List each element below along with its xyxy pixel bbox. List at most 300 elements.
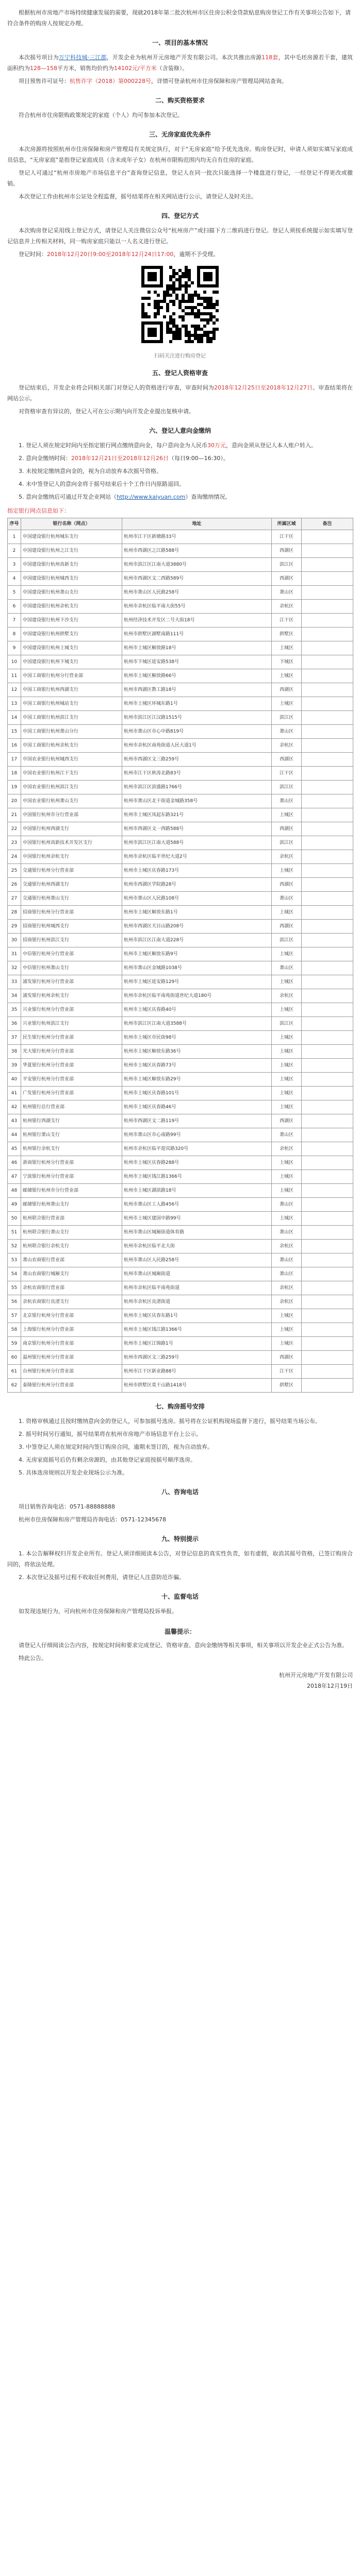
- table-cell: 上城区: [272, 1156, 302, 1170]
- table-cell: [302, 1017, 353, 1031]
- table-cell: 杭州市余杭区临平南大街55号: [122, 600, 272, 614]
- section3-paragraph2: 登记人可通过“杭州市房地产市场信息平台”查询登记信息，登记人在同一批次只能选择一个楼盘进行登记，一经登记不得更改或撤销。: [7, 170, 353, 187]
- table-cell: 拱墅区: [272, 628, 302, 641]
- table-row: [8, 725, 353, 739]
- table-cell: 中国银行杭州高新技术开发区支行: [21, 836, 122, 850]
- table-cell: 杭州市萧山区市心中路819号: [122, 725, 272, 739]
- table-cell: 江干区: [272, 1365, 302, 1379]
- table-cell: 26: [8, 878, 21, 892]
- license-number: 杭售许字（2018）第000228号: [70, 78, 151, 84]
- table-row: [8, 1337, 353, 1351]
- table-cell: 滨江区: [272, 934, 302, 947]
- section6-paragraph2: 2. 意向金缴纳时间：2018年12月21日至2018年12月26日（每日9:00—16:30）。: [19, 455, 229, 462]
- table-row: [8, 1184, 353, 1198]
- table-cell: 杭州市江干区新业路88号: [122, 1365, 272, 1379]
- table-cell: [302, 767, 353, 781]
- table-cell: 邮储银行杭州萧山支行: [21, 1198, 122, 1212]
- table-cell: [302, 1003, 353, 1017]
- table-cell: 南京银行杭州分行营业部: [21, 1337, 122, 1351]
- table-cell: 杭州市余杭区临平迎宾路320号: [122, 1142, 272, 1156]
- table-cell: [302, 1156, 353, 1170]
- section2-title: 二、购买资格要求: [155, 97, 205, 104]
- table-row: [8, 1128, 353, 1142]
- table-cell: 杭州市上城区钱江路1366号: [122, 1170, 272, 1184]
- table-cell: 杭州市西湖区教工路18号: [122, 683, 272, 697]
- table-cell: 杭州市江干区秋涛北路83号: [122, 767, 272, 781]
- table-cell: 萧山区: [272, 725, 302, 739]
- bureau-phone[interactable]: 0571-12345678: [121, 1516, 166, 1523]
- table-row: [8, 934, 353, 947]
- table-cell: 60: [8, 1351, 21, 1365]
- qr-caption: 扫码关注进行购房登记: [154, 353, 206, 359]
- table-cell: 萧山农商银行城厢支行: [21, 1267, 122, 1281]
- table-cell: 萧山农商银行营业部: [21, 1253, 122, 1267]
- table-cell: 华夏银行杭州分行营业部: [21, 1059, 122, 1073]
- table-cell: [302, 989, 353, 1003]
- table-cell: 招商银行杭州滨江支行: [21, 934, 122, 947]
- table-cell: 44: [8, 1128, 21, 1142]
- table-cell: 杭州市余杭区南苑街道人民大道1号: [122, 739, 272, 753]
- section2-paragraph: 符合杭州市住房限购政策规定的家庭（个人）均可参加本次登记。: [19, 112, 183, 118]
- table-cell: 29: [8, 920, 21, 934]
- table-cell: 中国建设银行杭州萧山支行: [21, 586, 122, 600]
- table-cell: 上城区: [272, 1212, 302, 1226]
- table-row: [8, 1142, 353, 1156]
- table-row: [8, 961, 353, 975]
- deposit-time: 2018年12月21日至2018年12月26日: [71, 455, 169, 462]
- table-row: [8, 1240, 353, 1253]
- table-row: [8, 947, 353, 961]
- table-cell: 17: [8, 753, 21, 767]
- section9-title: 九、特别提示: [161, 1535, 199, 1543]
- bank-table-caption: 指定银行网点信息如下：: [7, 507, 70, 514]
- table-cell: 中国建设银行杭州城东支行: [21, 530, 122, 544]
- remark-paragraph2: 特此公告。: [19, 1655, 47, 1662]
- table-cell: 中信银行杭州分行营业部: [21, 947, 122, 961]
- table-cell: [302, 739, 353, 753]
- table-row: [8, 628, 353, 641]
- table-row: [8, 558, 353, 572]
- table-cell: 杭州市西湖区文一西路588号: [122, 822, 272, 836]
- table-cell: [302, 586, 353, 600]
- table-cell: [302, 1100, 353, 1114]
- table-row: [8, 1365, 353, 1379]
- table-cell: 上城区: [272, 697, 302, 711]
- table-cell: 1: [8, 530, 21, 544]
- table-cell: 滨江区: [272, 836, 302, 850]
- table-cell: 萧山区: [272, 1128, 302, 1142]
- registration-time: 2018年12月20日9:00至2018年12月24日17:00: [47, 251, 174, 258]
- table-cell: 杭州市上城区建国中路99号: [122, 1212, 272, 1226]
- table-cell: 交通银行杭州分行营业部: [21, 864, 122, 878]
- table-row: [8, 739, 353, 753]
- table-row: [8, 864, 353, 878]
- table-cell: 中国建设银行杭州余杭支行: [21, 600, 122, 614]
- table-row: [8, 1031, 353, 1045]
- table-cell: 28: [8, 906, 21, 920]
- table-cell: 杭州银行余杭支行: [21, 1142, 122, 1156]
- table-cell: 上城区: [272, 1309, 302, 1323]
- table-cell: 余杭区: [272, 739, 302, 753]
- table-cell: 中国建设银行杭州高新支行: [21, 558, 122, 572]
- section9-paragraph2: 2. 本次登记及摇号过程不收取任何费用，请登记人注意防范诈骗。: [19, 1574, 185, 1581]
- table-cell: [302, 1059, 353, 1073]
- table-cell: 杭州市萧山区人民路258号: [122, 586, 272, 600]
- table-row: [8, 1379, 353, 1393]
- table-cell: 50: [8, 1212, 21, 1226]
- price-value: 14102元/平方米: [114, 65, 157, 72]
- table-cell: 中国工商银行杭州西湖支行: [21, 683, 122, 697]
- table-row: [8, 572, 353, 586]
- table-row: [8, 1100, 353, 1114]
- table-header-cell: 地址: [122, 518, 272, 530]
- table-cell: 温州银行杭州分行营业部: [21, 1351, 122, 1365]
- table-cell: 中国农业银行杭州江干支行: [21, 767, 122, 781]
- table-cell: [302, 544, 353, 558]
- qr-code[interactable]: [7, 266, 353, 345]
- table-cell: [302, 1253, 353, 1267]
- table-cell: 上城区: [272, 669, 302, 683]
- table-row: [8, 781, 353, 794]
- table-cell: 杭州市上城区环城东路1号: [122, 697, 272, 711]
- table-cell: [302, 892, 353, 906]
- table-cell: 61: [8, 1365, 21, 1379]
- table-cell: 4: [8, 572, 21, 586]
- table-cell: [302, 947, 353, 961]
- section7-paragraph5: 5. 具体选房规则以开发企业现场公示为准。: [19, 1469, 128, 1476]
- table-cell: [302, 697, 353, 711]
- table-row: [8, 1226, 353, 1240]
- table-cell: [302, 641, 353, 655]
- table-header-cell: 备注: [302, 518, 353, 530]
- developer-link[interactable]: http://www.kaiyuan.com: [117, 494, 186, 500]
- table-cell: 杭州市滨江区江南大道228号: [122, 934, 272, 947]
- table-cell: 交通银行杭州萧山支行: [21, 892, 122, 906]
- table-cell: 46: [8, 1156, 21, 1170]
- table-cell: 杭州市上城区凤起东路321号: [122, 808, 272, 822]
- table-cell: [302, 683, 353, 697]
- table-row: [8, 1323, 353, 1337]
- table-cell: 杭州市上城区湖滨路18号: [122, 1184, 272, 1198]
- table-cell: 中国工商银行杭州城站支行: [21, 697, 122, 711]
- signature: [7, 1670, 353, 1691]
- table-row: [8, 1059, 353, 1073]
- table-row: [8, 655, 353, 669]
- table-cell: 杭州联合银行萧山支行: [21, 1226, 122, 1240]
- table-cell: 浦发银行杭州分行营业部: [21, 975, 122, 989]
- table-cell: 余杭区: [272, 600, 302, 614]
- table-cell: [302, 836, 353, 850]
- table-cell: 杭州市西湖区学院路28号: [122, 878, 272, 892]
- table-cell: 江干区: [272, 530, 302, 544]
- table-cell: 杭州市上城区庆春路288号: [122, 1156, 272, 1170]
- table-cell: 30: [8, 934, 21, 947]
- table-cell: 杭州市滨江区江南大道3588号: [122, 1017, 272, 1031]
- table-cell: 上海银行杭州分行营业部: [21, 1323, 122, 1337]
- table-row: [8, 989, 353, 1003]
- table-cell: 杭州经济技术开发区二号大街18号: [122, 614, 272, 628]
- table-cell: 杭州联合银行余杭支行: [21, 1240, 122, 1253]
- table-row: [8, 850, 353, 864]
- table-cell: 杭州市萧山区城厢街道体育路: [122, 1226, 272, 1240]
- table-cell: [302, 655, 353, 669]
- table-cell: 38: [8, 1045, 21, 1059]
- table-cell: 兴业银行杭州分行营业部: [21, 1003, 122, 1017]
- table-cell: [302, 614, 353, 628]
- table-row: [8, 878, 353, 892]
- sales-phone[interactable]: 0571-88888888: [70, 1503, 115, 1510]
- review-time: 2018年12月25日至2018年12月27日: [214, 384, 313, 391]
- table-cell: [302, 975, 353, 989]
- table-cell: 兴业银行杭州滨江支行: [21, 1017, 122, 1031]
- table-cell: [302, 1031, 353, 1045]
- table-cell: 2: [8, 544, 21, 558]
- table-cell: 杭州市拱墅区湖墅南路111号: [122, 628, 272, 641]
- table-cell: 杭州银行西湖支行: [21, 1114, 122, 1128]
- table-row: [8, 1073, 353, 1087]
- table-cell: [302, 753, 353, 767]
- table-cell: 余杭区: [272, 1142, 302, 1156]
- section1-title: 一、项目的基本情况: [152, 39, 208, 46]
- table-cell: 16: [8, 739, 21, 753]
- table-cell: 37: [8, 1031, 21, 1045]
- table-cell: 西湖区: [272, 753, 302, 767]
- section6-title: 六、登记人意向金缴纳: [149, 427, 211, 434]
- table-row: [8, 1281, 353, 1295]
- table-cell: 萧山区: [272, 1267, 302, 1281]
- table-cell: 18: [8, 767, 21, 781]
- table-cell: 西湖区: [272, 572, 302, 586]
- table-cell: 杭州市余杭区临平南苑街道: [122, 1281, 272, 1295]
- table-cell: 中国银行杭州市分行营业部: [21, 808, 122, 822]
- table-cell: 杭州市上城区解放东路36号: [122, 1045, 272, 1059]
- table-cell: 58: [8, 1323, 21, 1337]
- table-cell: [302, 961, 353, 975]
- table-row: [8, 753, 353, 767]
- table-cell: [302, 725, 353, 739]
- table-cell: 江干区: [272, 614, 302, 628]
- table-cell: 杭州市滨江区江汉路1515号: [122, 711, 272, 725]
- table-row: [8, 1198, 353, 1212]
- table-cell: 滨江区: [272, 781, 302, 794]
- table-cell: 49: [8, 1198, 21, 1212]
- table-cell: [302, 1337, 353, 1351]
- table-cell: 24: [8, 850, 21, 864]
- table-cell: 中国建设银行杭州下城支行: [21, 655, 122, 669]
- section7-paragraph1: 1. 资格审核通过且按时缴纳意向金的登记人，可参加摇号选房。摇号将在公证机构现场监督下进行，摇号结果当场公布。: [19, 1418, 321, 1425]
- table-cell: [302, 1170, 353, 1184]
- remark-title: 温馨提示：: [164, 1628, 195, 1635]
- table-row: [8, 1170, 353, 1184]
- table-cell: 西湖区: [272, 1351, 302, 1365]
- table-cell: 余杭区: [272, 1240, 302, 1253]
- table-cell: 萧山区: [272, 1226, 302, 1240]
- table-cell: [302, 1073, 353, 1087]
- table-cell: 杭州市上城区解放东路29号: [122, 1073, 272, 1087]
- table-cell: 杭州市西湖区天目山路208号: [122, 920, 272, 934]
- table-row: [8, 683, 353, 697]
- table-cell: 余杭区: [272, 989, 302, 1003]
- table-cell: 杭州市上城区解放路66号: [122, 669, 272, 683]
- table-cell: 上城区: [272, 808, 302, 822]
- table-cell: 53: [8, 1253, 21, 1267]
- section1-paragraph1: 本次摇号项目为万宁科技城·三江郡，开发企业为杭州开元房地产开发有限公司。本次共推出房源118套，其中毛坯房源若干套，建筑面积约为128—158平方米，销售均价约为14102元/平方米（含装修）。: [7, 54, 353, 72]
- table-cell: [302, 781, 353, 794]
- table-cell: 3: [8, 558, 21, 572]
- section6-paragraph1: 1. 登记人须在规定时间内至指定银行网点缴纳意向金，每户意向金为人民币30万元，意向金须从登记人本人账户转入。: [19, 442, 317, 449]
- table-row: [8, 794, 353, 808]
- table-cell: 59: [8, 1337, 21, 1351]
- intro-paragraph: 根据杭州市房地产市场持续健康发展的需要，现就2018年第二批次杭州市区住房公积金贷款贴息购房登记工作有关事项公告如下，请符合条件的购房人按规定办理。: [7, 9, 351, 27]
- table-cell: 招商银行杭州城西支行: [21, 920, 122, 934]
- table-row: [8, 1045, 353, 1059]
- table-cell: 19: [8, 781, 21, 794]
- section7-paragraph4: 4. 无房家庭摇号后仍有剩余房源的，由其他登记家庭按摇号顺序选房。: [19, 1456, 196, 1463]
- table-cell: 杭州市萧山区人民路258号: [122, 1253, 272, 1267]
- table-row: [8, 1309, 353, 1323]
- table-cell: 39: [8, 1059, 21, 1073]
- table-cell: 7: [8, 614, 21, 628]
- section10-title: 十、监督电话: [161, 1593, 199, 1600]
- table-cell: 中国银行杭州西湖支行: [21, 822, 122, 836]
- table-cell: 上城区: [272, 1100, 302, 1114]
- table-cell: 中信银行杭州萧山支行: [21, 961, 122, 975]
- table-cell: 江干区: [272, 767, 302, 781]
- table-cell: 北京银行杭州分行营业部: [21, 1309, 122, 1323]
- table-row: [8, 711, 353, 725]
- table-row: [8, 767, 353, 781]
- table-cell: 中国建设银行杭州下沙支行: [21, 614, 122, 628]
- signature-org: 杭州开元房地产开发有限公司: [279, 1672, 353, 1679]
- deposit-amount: 30万元: [207, 442, 226, 449]
- table-cell: 41: [8, 1087, 21, 1100]
- table-cell: 12: [8, 683, 21, 697]
- section9-paragraph1: 1. 本公告解释权归开发企业所有。登记人须详细阅读本公告，对登记信息的真实性负责，如有虚假，取消其摇号资格，已签订购房合同的，将依法处理。: [7, 1550, 353, 1568]
- table-cell: 西湖区: [272, 822, 302, 836]
- table-cell: 余杭农商银行营业部: [21, 1281, 122, 1295]
- table-cell: 杭州市上城区解放路18号: [122, 641, 272, 655]
- table-cell: 57: [8, 1309, 21, 1323]
- table-cell: [302, 864, 353, 878]
- table-row: [8, 544, 353, 558]
- table-cell: 27: [8, 892, 21, 906]
- table-cell: 42: [8, 1100, 21, 1114]
- table-row: [8, 822, 353, 836]
- table-cell: 杭州市余杭区临平北大街: [122, 1240, 272, 1253]
- table-row: [8, 975, 353, 989]
- table-cell: 西湖区: [272, 878, 302, 892]
- qr-code-icon[interactable]: [141, 266, 219, 343]
- table-cell: 杭州市上城区解放东路1号: [122, 906, 272, 920]
- table-cell: [302, 1323, 353, 1337]
- table-cell: 滨江区: [272, 558, 302, 572]
- table-cell: 62: [8, 1379, 21, 1393]
- table-row: [8, 1087, 353, 1100]
- unit-count: 118套: [261, 54, 279, 61]
- table-cell: 民生银行杭州分行营业部: [21, 1031, 122, 1045]
- table-header-cell: 序号: [8, 518, 21, 530]
- table-header-row: [8, 518, 353, 530]
- table-cell: 上城区: [272, 1073, 302, 1087]
- table-cell: 中国农业银行杭州城西支行: [21, 753, 122, 767]
- table-cell: 台州银行杭州分行营业部: [21, 1365, 122, 1379]
- table-cell: 平安银行杭州分行营业部: [21, 1073, 122, 1087]
- table-row: [8, 1114, 353, 1128]
- table-cell: 48: [8, 1184, 21, 1198]
- table-cell: 杭州市滨江区江南大道588号: [122, 836, 272, 850]
- table-cell: [302, 906, 353, 920]
- table-cell: 杭州市江干区新塘路33号: [122, 530, 272, 544]
- table-cell: 杭州市余杭区临平世纪大道2号: [122, 850, 272, 864]
- table-cell: [302, 1379, 353, 1393]
- table-cell: 35: [8, 1003, 21, 1017]
- bank-table: [7, 518, 353, 1393]
- table-cell: 杭州银行萧山支行: [21, 1128, 122, 1142]
- section6-paragraph4: 4. 未中签登记人的意向金将于摇号结束后十个工作日内原路退回。: [19, 481, 185, 487]
- table-row: [8, 1253, 353, 1267]
- table-cell: 杭州市西湖区文三路259号: [122, 1351, 272, 1365]
- table-cell: 西湖区: [272, 920, 302, 934]
- table-cell: 邮储银行杭州市分行营业部: [21, 1184, 122, 1198]
- section6-paragraph3: 3. 未按规定缴纳意向金的，视为自动放弃本次摇号资格。: [19, 468, 162, 474]
- table-header-cell: 银行名称（网点）: [21, 518, 122, 530]
- table-cell: 中国工商银行杭州滨江支行: [21, 711, 122, 725]
- table-cell: 下城区: [272, 655, 302, 669]
- table-row: [8, 1267, 353, 1281]
- table-cell: 杭州市上城区庆春东路1号: [122, 1309, 272, 1323]
- table-cell: 上城区: [272, 1087, 302, 1100]
- table-row: [8, 586, 353, 600]
- section7-paragraph2: 2. 摇号时间另行通知，摇号结果将在杭州市房地产市场信息平台上公示。: [19, 1431, 202, 1437]
- table-cell: 中国建设银行杭州上城支行: [21, 641, 122, 655]
- table-row: [8, 530, 353, 544]
- table-cell: 56: [8, 1295, 21, 1309]
- table-cell: 31: [8, 947, 21, 961]
- table-cell: [302, 1267, 353, 1281]
- table-cell: 余杭农商银行良渚支行: [21, 1295, 122, 1309]
- table-cell: 萧山区: [272, 1198, 302, 1212]
- table-cell: 杭州市萧山区金城路1038号: [122, 961, 272, 975]
- table-cell: [302, 822, 353, 836]
- table-cell: [302, 628, 353, 641]
- table-cell: [302, 1184, 353, 1198]
- section6-paragraph5: 5. 意向金缴纳后可通过开发企业网站（http://www.kaiyuan.com）查询缴纳情况。: [19, 494, 231, 500]
- table-cell: 杭州市余杭区临平南苑街道世纪大道180号: [122, 989, 272, 1003]
- section5-title: 五、登记人资格审查: [152, 369, 208, 377]
- section8-paragraph1: 项目销售咨询电话：0571-88888888: [19, 1503, 115, 1510]
- table-cell: 杭州市上城区庆春路46号: [122, 1100, 272, 1114]
- table-cell: [302, 1226, 353, 1240]
- table-cell: 33: [8, 975, 21, 989]
- table-cell: 杭州市上城区钱江路1366号: [122, 1323, 272, 1337]
- table-row: [8, 1003, 353, 1017]
- table-cell: [302, 1045, 353, 1059]
- table-row: [8, 641, 353, 655]
- table-cell: 杭州市上城区庆春路73号: [122, 1059, 272, 1073]
- table-cell: [302, 669, 353, 683]
- table-cell: 泰隆银行杭州分行营业部: [21, 1379, 122, 1393]
- table-cell: [302, 572, 353, 586]
- table-cell: 45: [8, 1142, 21, 1156]
- table-cell: [302, 1212, 353, 1226]
- table-cell: 杭州市上城区庆春路173号: [122, 864, 272, 878]
- table-cell: [302, 530, 353, 544]
- table-cell: 余杭区: [272, 1281, 302, 1295]
- table-cell: 34: [8, 989, 21, 1003]
- table-cell: 51: [8, 1226, 21, 1240]
- table-cell: [302, 1128, 353, 1142]
- table-cell: 萧山区: [272, 1253, 302, 1267]
